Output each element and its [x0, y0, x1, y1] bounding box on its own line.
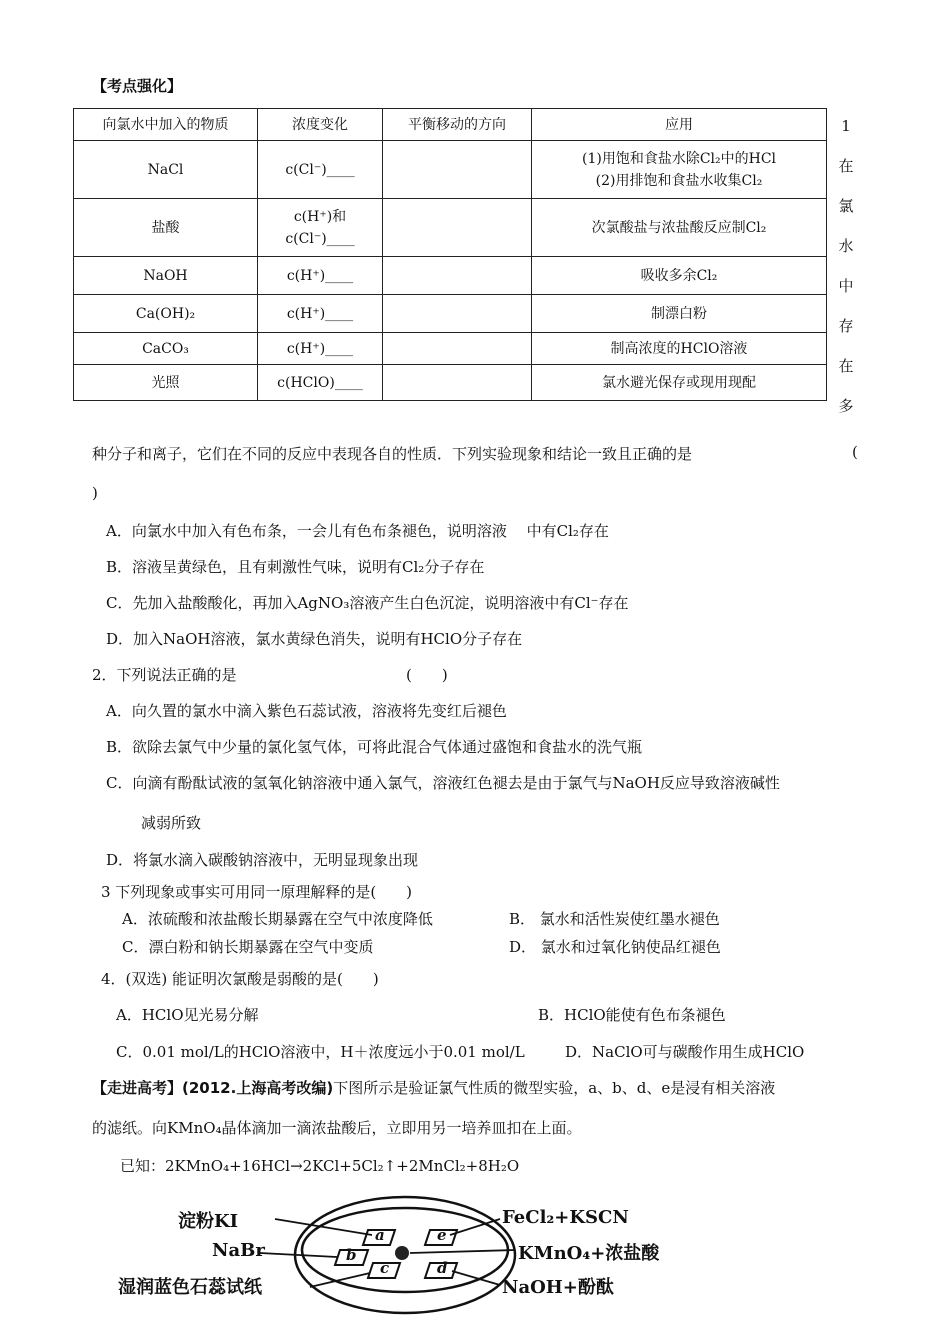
table-cell: 盐酸 — [74, 199, 258, 257]
table-cell — [383, 141, 532, 199]
vertical-char: 多 — [838, 397, 854, 415]
paper-label-b: b — [346, 1246, 357, 1264]
q3-option-c: C．漂白粉和钠长期暴露在空气中变质 — [122, 938, 374, 956]
q1-option-b: B．溶液呈黄绿色，且有刺激性气味，说明有Cl₂分子存在 — [106, 558, 485, 576]
table-cell — [383, 295, 532, 333]
q2-option-c: C．向滴有酚酞试液的氢氧化钠溶液中通入氯气，溶液红色褪去是由于氯气与NaOH反应导致溶液碱性 — [106, 774, 780, 792]
table-cell: 光照 — [74, 365, 258, 401]
table-cell — [383, 365, 532, 401]
table-header: 向氯水中加入的物质 — [74, 109, 258, 141]
table-row — [74, 199, 827, 257]
table-cell — [532, 141, 827, 199]
gaokao-known-equation: 已知：2KMnO₄+16HCl→2KCl+5Cl₂↑+2MnCl₂+8H₂O — [120, 1157, 520, 1175]
table-cell: NaCl — [74, 141, 258, 199]
kmno4-crystal — [395, 1246, 409, 1260]
vertical-char: 存 — [838, 317, 854, 335]
q3-option-d: D． 氯水和过氧化钠使品红褪色 — [509, 938, 721, 956]
q1-paren-open: ( — [852, 443, 858, 461]
gaokao-text: 下图所示是验证氯气性质的微型实验，a、b、d、e是浸有相关溶液 — [333, 1079, 776, 1097]
experiment-diagram — [118, 1195, 710, 1340]
q3-option-a: A．浓硫酸和浓盐酸长期暴露在空气中浓度降低 — [122, 910, 433, 928]
table-cell: NaOH — [74, 257, 258, 295]
table-cell — [383, 199, 532, 257]
q1-paren-close: ) — [92, 484, 98, 502]
leader-line — [310, 1273, 370, 1287]
table-cell-line: (1)用饱和食盐水除Cl₂中的HCl — [581, 150, 777, 167]
label-nabr: NaBr — [212, 1240, 265, 1261]
leader-line — [260, 1253, 337, 1257]
table-cell: 制漂白粉 — [532, 295, 827, 333]
q2-stem: 2．下列说法正确的是 — [92, 666, 237, 684]
q4-option-d: D．NaClO可与碳酸作用生成HClO — [565, 1043, 805, 1061]
leader-line — [410, 1250, 515, 1253]
table-cell: 制高浓度的HClO溶液 — [532, 333, 827, 365]
table-cell: c(H⁺)____ — [258, 295, 383, 333]
q4-option-a: A．HClO见光易分解 — [116, 1006, 259, 1024]
gaokao-text-2: 的滤纸。向KMnO₄晶体滴加一滴浓盐酸后，立即用另一培养皿扣在上面。 — [92, 1119, 582, 1137]
q1-stem: 种分子和离子，它们在不同的反应中表现各自的性质．下列实验现象和结论一致且正确的是 — [92, 445, 693, 463]
q3-stem: 3 下列现象或事实可用同一原理解释的是( ) — [101, 883, 413, 901]
table-cell: 次氯酸盐与浓盐酸反应制Cl₂ — [532, 199, 827, 257]
table-header: 应用 — [532, 109, 827, 141]
paper-label-d: d — [437, 1259, 448, 1277]
vertical-char: 在 — [838, 157, 854, 175]
vertical-question-text — [836, 112, 856, 432]
table-cell — [383, 333, 532, 365]
table-cell-line: c(Cl⁻)____ — [285, 230, 355, 247]
table-cell: c(H⁺)____ — [258, 333, 383, 365]
table-row — [74, 365, 827, 401]
table-cell: 氯水避光保存或现用现配 — [532, 365, 827, 401]
q1-option-c: C．先加入盐酸酸化，再加入AgNO₃溶液产生白色沉淀，说明溶液中有Cl⁻存在 — [106, 594, 629, 612]
table-cell-line: c(H⁺)和 — [293, 208, 347, 225]
q2-option-a: A．向久置的氯水中滴入紫色石蕊试液，溶液将先变红后褪色 — [106, 702, 507, 720]
table-header: 平衡移动的方向 — [383, 109, 532, 141]
table-cell — [383, 257, 532, 295]
condition-table — [73, 108, 827, 401]
q4-stem: 4．(双选) 能证明次氯酸是弱酸的是( ) — [101, 970, 379, 988]
q3-option-b: B． 氯水和活性炭使红墨水褪色 — [509, 910, 720, 928]
table-cell: c(HClO)____ — [258, 365, 383, 401]
section-title: 【考点强化】 — [92, 77, 183, 95]
label-naoh-phenolphthalein: NaOH+酚酞 — [502, 1277, 614, 1298]
gaokao-source: (2012.上海高考改编) — [182, 1079, 334, 1097]
vertical-char: 水 — [838, 237, 854, 255]
table-row — [74, 295, 827, 333]
leader-line — [275, 1219, 372, 1235]
table-cell: Ca(OH)₂ — [74, 295, 258, 333]
table-row — [74, 333, 827, 365]
q1-option-d: D．加入NaOH溶液，氯水黄绿色消失，说明有HClO分子存在 — [106, 630, 523, 648]
paper-label-a: a — [375, 1226, 385, 1244]
q4-option-b: B．HClO能使有色布条褪色 — [538, 1006, 726, 1024]
label-litmus-paper: 湿润蓝色石蕊试纸 — [118, 1277, 262, 1298]
q2-option-b: B．欲除去氯气中少量的氯化氢气体，可将此混合气体通过盛饱和食盐水的洗气瓶 — [106, 738, 643, 756]
paper-label-e: e — [437, 1226, 447, 1244]
label-kmno4-hcl: KMnO₄+浓盐酸 — [518, 1243, 660, 1264]
table-cell-line: (2)用排饱和食盐水收集Cl₂ — [595, 172, 763, 189]
table-row — [74, 141, 827, 199]
vertical-char: 氯 — [838, 197, 854, 215]
label-starch-ki: 淀粉KI — [178, 1211, 239, 1232]
q2-option-d: D．将氯水滴入碳酸钠溶液中，无明显现象出现 — [106, 851, 419, 869]
vertical-char: 1 — [841, 117, 851, 135]
vertical-char: 在 — [838, 357, 854, 375]
table-row — [74, 257, 827, 295]
table-cell: CaCO₃ — [74, 333, 258, 365]
table-cell: c(Cl⁻)____ — [258, 141, 383, 199]
table-header: 浓度变化 — [258, 109, 383, 141]
vertical-char: 中 — [838, 277, 854, 295]
gaokao-title: 【走进高考】 — [92, 1079, 183, 1097]
table-cell: c(H⁺)____ — [258, 257, 383, 295]
table-cell: 吸收多余Cl₂ — [532, 257, 827, 295]
paper-label-c: c — [380, 1259, 390, 1277]
gaokao-line-1 — [92, 1077, 775, 1098]
q2-paren: ( ) — [406, 666, 448, 684]
q1-option-a: A．向氯水中加入有色布条，一会儿有色布条褪色，说明溶液 中有Cl₂存在 — [106, 522, 609, 540]
q4-option-c: C．0.01 mol/L的HClO溶液中，H＋浓度远小于0.01 mol/L — [116, 1043, 525, 1061]
table-cell — [258, 199, 383, 257]
q2-option-c-cont: 减弱所致 — [141, 814, 202, 832]
label-fecl2-kscn: FeCl₂+KSCN — [502, 1207, 629, 1228]
